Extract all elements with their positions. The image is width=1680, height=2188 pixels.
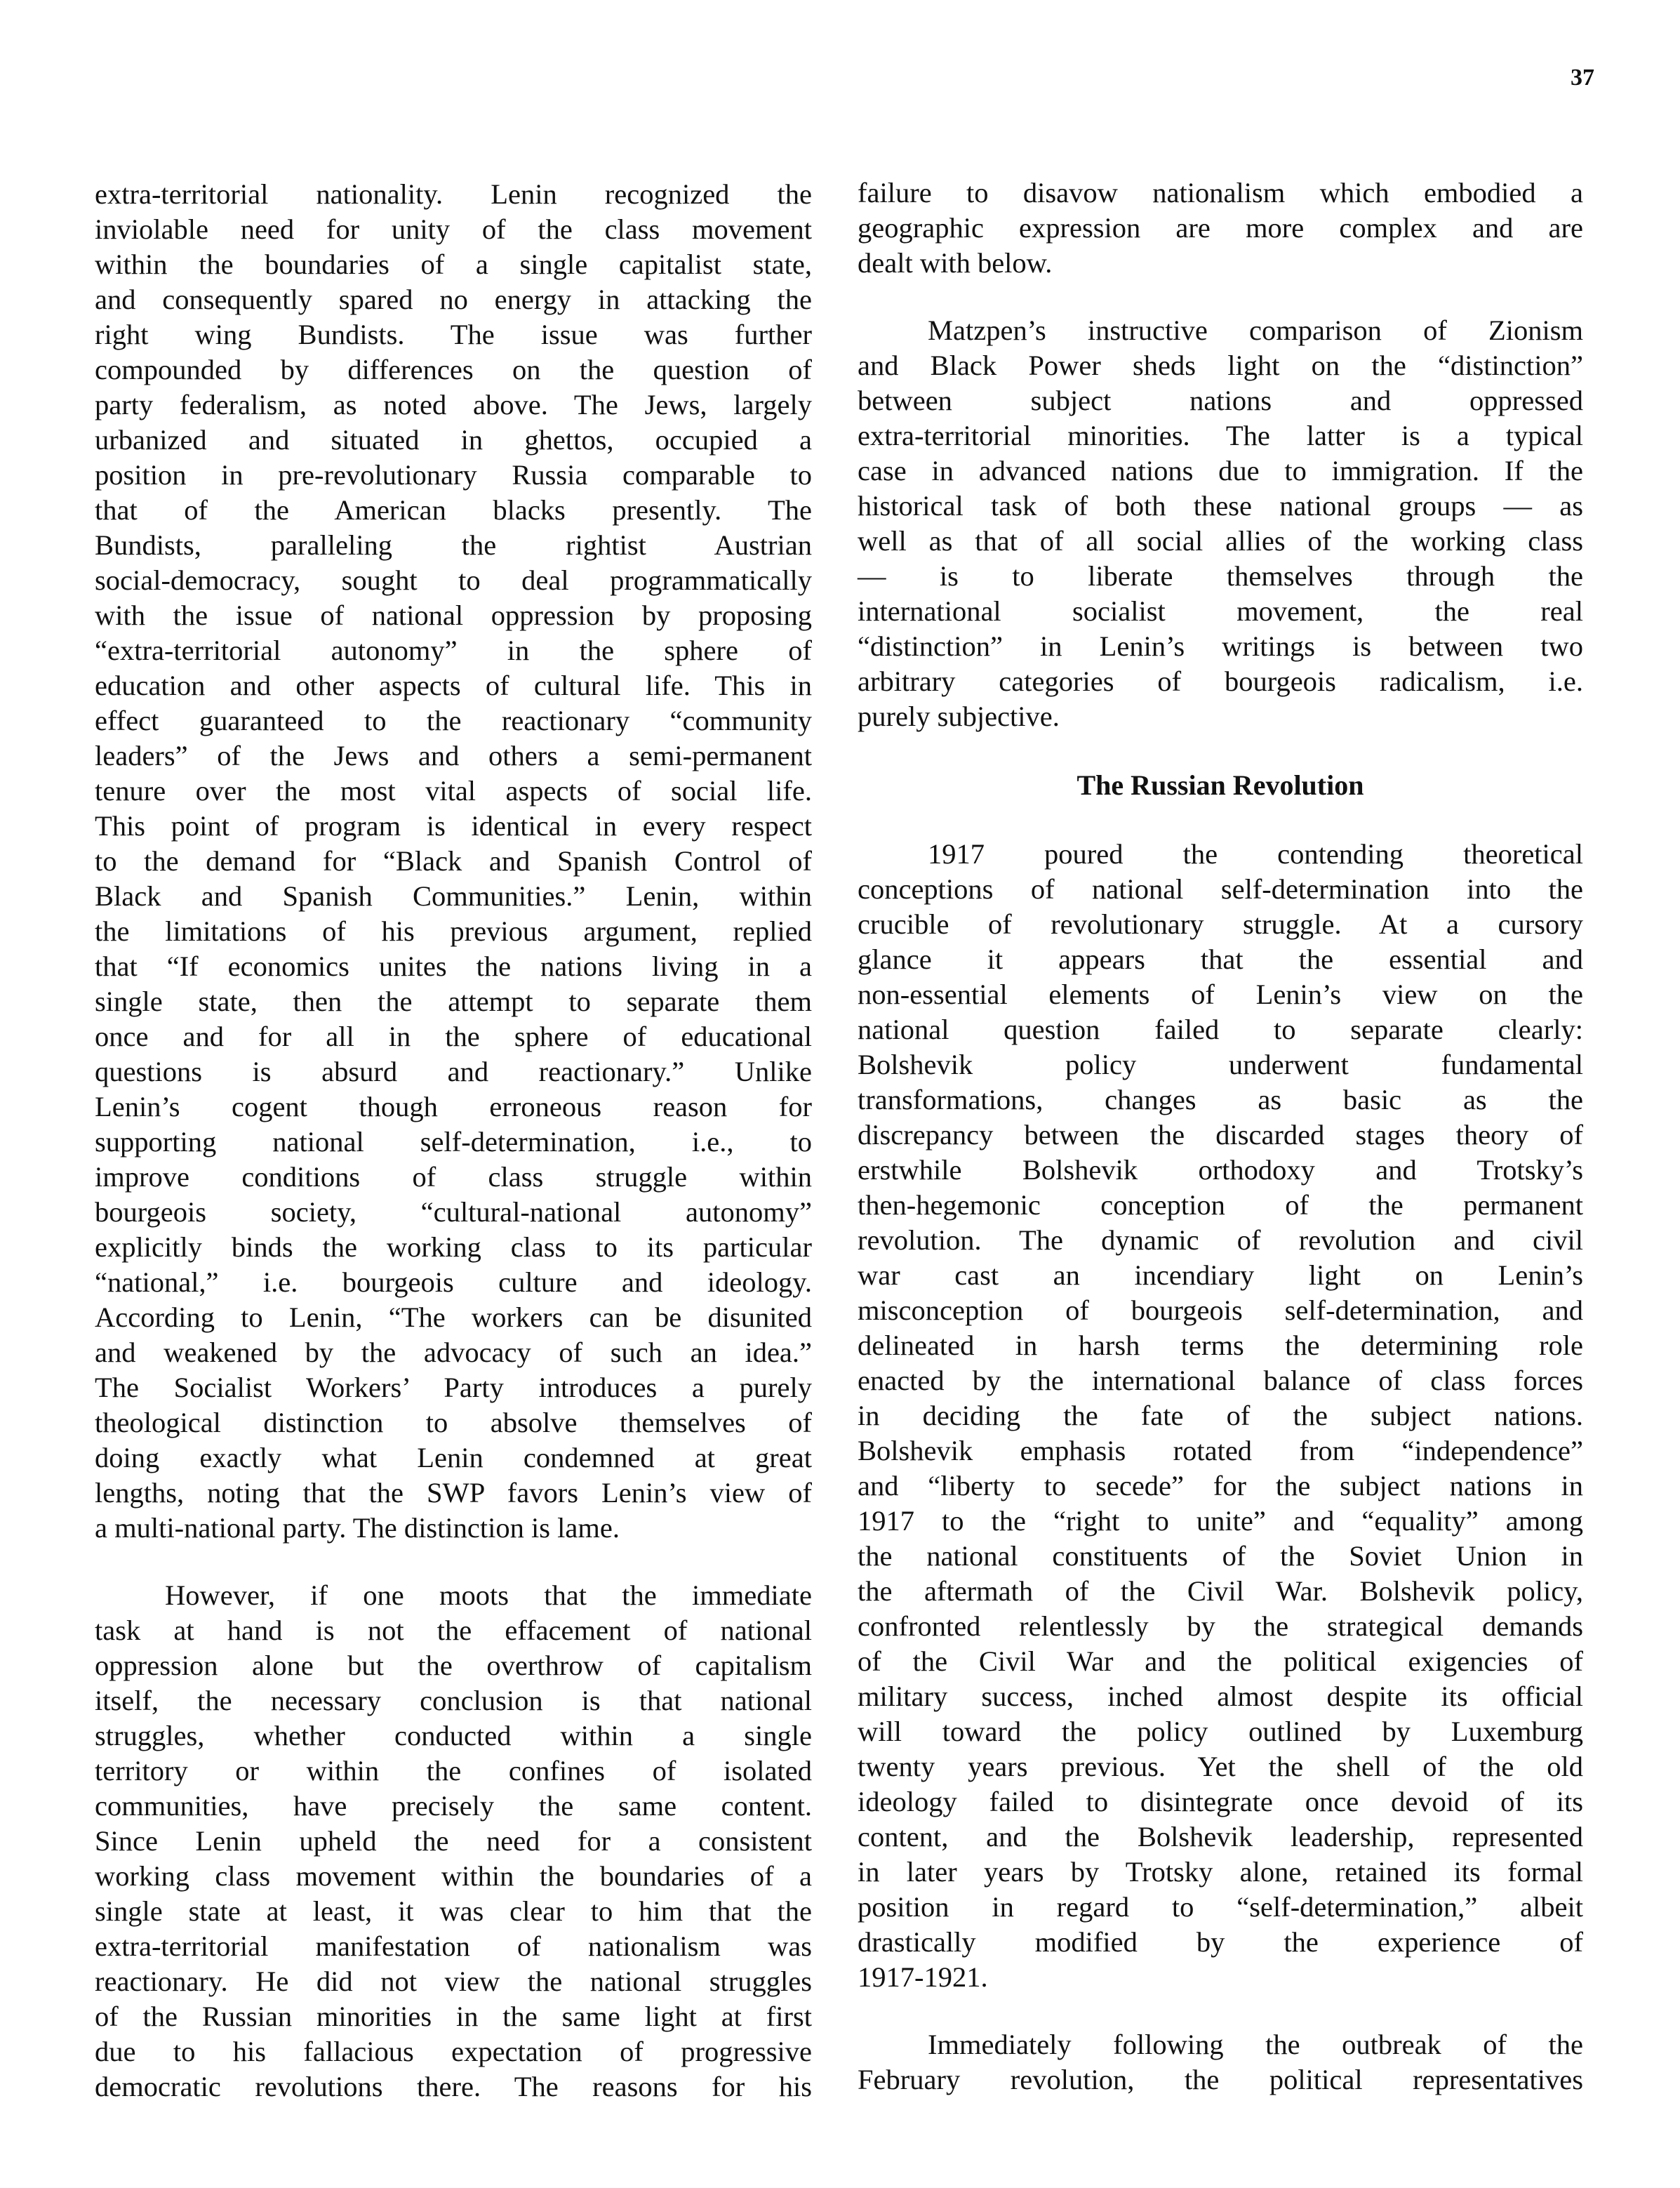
text-line: international socialist movement, the real xyxy=(858,595,1583,627)
left-column xyxy=(95,177,812,2104)
text-line: working class movement within the boundaries of a xyxy=(95,1860,812,1892)
paragraph-gap xyxy=(95,1546,812,1578)
text-line: with the issue of national oppression by proposing xyxy=(95,599,812,631)
text-line: reactionary. He did not view the national struggles xyxy=(95,1965,812,1997)
paragraph xyxy=(858,313,1583,734)
text-line: to the demand for “Black and Spanish Control of xyxy=(95,845,812,877)
text-line: between subject nations and oppressed xyxy=(858,385,1583,416)
text-line: arbitrary categories of bourgeois radicalism, i.e. xyxy=(858,665,1583,697)
text-line: territory or within the confines of isolated xyxy=(95,1755,812,1786)
text-line: and consequently spared no energy in attacking the xyxy=(95,284,812,315)
text-line: explicitly binds the working class to its particular xyxy=(95,1231,812,1263)
text-line: historical task of both these national groups — as xyxy=(858,490,1583,522)
text-line: and weakened by the advocacy of such an idea.” xyxy=(95,1337,812,1368)
text-line: According to Lenin, “The workers can be disunited xyxy=(95,1301,812,1333)
text-line: position in regard to “self-determination,” albeit xyxy=(858,1891,1583,1923)
text-line: party federalism, as noted above. The Jews, largely xyxy=(95,389,812,420)
text-line: democratic revolutions there. The reasons for his xyxy=(95,2071,812,2102)
text-line: “distinction” in Lenin’s writings is between two xyxy=(858,630,1583,662)
text-line: itself, the necessary conclusion is that national xyxy=(95,1685,812,1716)
text-line: national question failed to separate clearly: xyxy=(858,1014,1583,1045)
text-line: and “liberty to secede” for the subject nations in xyxy=(858,1470,1583,1501)
text-line: extra-territorial nationality. Lenin recognized the xyxy=(95,178,812,210)
text-line: bourgeois society, “cultural-national autonomy” xyxy=(95,1196,812,1228)
text-line: ideology failed to disintegrate once devoid of its xyxy=(858,1786,1583,1817)
text-line: military success, inched almost despite its official xyxy=(858,1680,1583,1712)
text-line: supporting national self-determination, i.e., to xyxy=(95,1126,812,1158)
text-line: right wing Bundists. The issue was further xyxy=(95,319,812,350)
page-number: 37 xyxy=(1571,65,1594,91)
text-line: communities, have precisely the same content. xyxy=(95,1790,812,1822)
spacer xyxy=(858,734,1583,768)
text-line: of the Civil War and the political exigencies of xyxy=(858,1645,1583,1677)
section-heading: The Russian Revolution xyxy=(1076,769,1364,801)
text-line: misconception of bourgeois self-determination, and xyxy=(858,1294,1583,1326)
text-line: transformations, changes as basic as the xyxy=(858,1084,1583,1115)
text-line: tenure over the most vital aspects of social life. xyxy=(95,775,812,807)
text-line: task at hand is not the effacement of national xyxy=(95,1615,812,1646)
right-column-intro xyxy=(858,175,1583,734)
text-line: 1917 to the “right to unite” and “equality” among xyxy=(858,1505,1583,1537)
text-line: in later years by Trotsky alone, retained its formal xyxy=(858,1856,1583,1888)
text-line: the limitations of his previous argument, replied xyxy=(95,915,812,947)
text-line: glance it appears that the essential and xyxy=(858,943,1583,975)
text-line: twenty years previous. Yet the shell of the old xyxy=(858,1751,1583,1782)
text-line: leaders” of the Jews and others a semi-permanent xyxy=(95,740,812,771)
text-line: However, if one moots that the immediate xyxy=(165,1579,812,1611)
text-line: single state at least, it was clear to him that the xyxy=(95,1895,812,1927)
text-line: that of the American blacks presently. The xyxy=(95,494,812,526)
text-line: and Black Power sheds light on the “distinction” xyxy=(858,350,1583,381)
text-line: urbanized and situated in ghettos, occupied a xyxy=(95,424,812,456)
paragraph xyxy=(858,2027,1583,2097)
spacer xyxy=(858,803,1583,837)
text-line: Matzpen’s instructive comparison of Zionism xyxy=(928,314,1583,346)
text-line: extra-territorial minorities. The latter is a typical xyxy=(858,420,1583,451)
text-line: then-hegemonic conception of the permanent xyxy=(858,1189,1583,1221)
text-line: dealt with below. xyxy=(858,247,1053,279)
text-line: case in advanced nations due to immigration. If the xyxy=(858,455,1583,486)
text-line: crucible of revolutionary struggle. At a cursory xyxy=(858,908,1583,940)
text-line: discrepancy between the discarded stages theory of xyxy=(858,1119,1583,1151)
text-line: effect guaranteed to the reactionary “community xyxy=(95,705,812,736)
text-line: 1917 poured the contending theoretical xyxy=(928,838,1583,870)
text-line: The Socialist Workers’ Party introduces a purely xyxy=(95,1372,812,1403)
text-line: well as that of all social allies of the working class xyxy=(858,525,1583,557)
text-line: within the boundaries of a single capitalist state, xyxy=(95,248,812,280)
text-line: Bolshevik policy underwent fundamental xyxy=(858,1049,1583,1080)
text-line: revolution. The dynamic of revolution and civil xyxy=(858,1224,1583,1256)
right-column-body xyxy=(858,837,1583,2097)
text-line: struggles, whether conducted within a single xyxy=(95,1720,812,1751)
text-line: position in pre-revolutionary Russia comparable to xyxy=(95,459,812,491)
text-line: lengths, noting that the SWP favors Lenin’s view of xyxy=(95,1477,812,1509)
text-line: Since Lenin upheld the need for a consistent xyxy=(95,1825,812,1857)
text-line: enacted by the international balance of class forces xyxy=(858,1365,1583,1396)
paragraph-gap xyxy=(858,1995,1583,2027)
text-line: This point of program is identical in every respect xyxy=(95,810,812,842)
text-line: once and for all in the sphere of educational xyxy=(95,1021,812,1052)
text-line: extra-territorial manifestation of nationalism was xyxy=(95,1930,812,1962)
paragraph xyxy=(858,837,1583,1995)
text-line: erstwhile Bolshevik orthodoxy and Trotsky’s xyxy=(858,1154,1583,1186)
text-line: education and other aspects of cultural life. This in xyxy=(95,670,812,701)
text-line: questions is absurd and reactionary.” Unlike xyxy=(95,1056,812,1087)
text-line: purely subjective. xyxy=(858,701,1060,732)
text-line: non-essential elements of Lenin’s view on the xyxy=(858,979,1583,1010)
paragraph-gap xyxy=(858,281,1583,313)
text-line: February revolution, the political representatives xyxy=(858,2064,1583,2095)
text-line: geographic expression are more complex and are xyxy=(858,212,1583,244)
text-line: war cast an incendiary light on Lenin’s xyxy=(858,1259,1583,1291)
text-line: of the Russian minorities in the same light at first xyxy=(95,2001,812,2032)
text-line: improve conditions of class struggle within xyxy=(95,1161,812,1193)
text-line: Lenin’s cogent though erroneous reason for xyxy=(95,1091,812,1122)
text-line: delineated in harsh terms the determining role xyxy=(858,1330,1583,1361)
text-line: Bundists, paralleling the rightist Austrian xyxy=(95,529,812,561)
text-line: Immediately following the outbreak of the xyxy=(928,2029,1583,2060)
text-line: inviolable need for unity of the class movement xyxy=(95,213,812,245)
text-line: theological distinction to absolve themselves of xyxy=(95,1407,812,1438)
text-line: Black and Spanish Communities.” Lenin, within xyxy=(95,880,812,912)
text-line: compounded by differences on the question of xyxy=(95,354,812,385)
text-line: that “If economics unites the nations living in a xyxy=(95,950,812,982)
text-line: the aftermath of the Civil War. Bolshevik policy, xyxy=(858,1575,1583,1607)
text-line: oppression alone but the overthrow of capitalism xyxy=(95,1650,812,1681)
text-line: social-democracy, sought to deal programmatically xyxy=(95,564,812,596)
text-line: conceptions of national self-determination into the xyxy=(858,873,1583,905)
text-line: a multi-national party. The distinction is lame. xyxy=(95,1512,620,1544)
text-line: drastically modified by the experience of xyxy=(858,1926,1583,1958)
text-line: — is to liberate themselves through the xyxy=(858,560,1583,592)
text-line: in deciding the fate of the subject nations. xyxy=(858,1400,1583,1431)
paragraph xyxy=(95,177,812,1546)
text-line: the national constituents of the Soviet Union in xyxy=(858,1540,1583,1572)
paragraph xyxy=(95,1578,812,2104)
right-column xyxy=(858,175,1583,2097)
text-line: “extra-territorial autonomy” in the sphere of xyxy=(95,635,812,666)
text-line: 1917-1921. xyxy=(858,1961,988,1993)
paragraph xyxy=(858,175,1583,281)
text-line: confronted relentlessly by the strategical demands xyxy=(858,1610,1583,1642)
text-line: content, and the Bolshevik leadership, represented xyxy=(858,1821,1583,1852)
text-line: failure to disavow nationalism which embodied a xyxy=(858,177,1583,208)
text-line: Bolshevik emphasis rotated from “independence” xyxy=(858,1435,1583,1466)
text-line: will toward the policy outlined by Luxemburg xyxy=(858,1716,1583,1747)
text-line: due to his fallacious expectation of progressive xyxy=(95,2036,812,2067)
text-line: “national,” i.e. bourgeois culture and ideology. xyxy=(95,1266,812,1298)
text-line: single state, then the attempt to separate them xyxy=(95,986,812,1017)
text-line: doing exactly what Lenin condemned at great xyxy=(95,1442,812,1473)
